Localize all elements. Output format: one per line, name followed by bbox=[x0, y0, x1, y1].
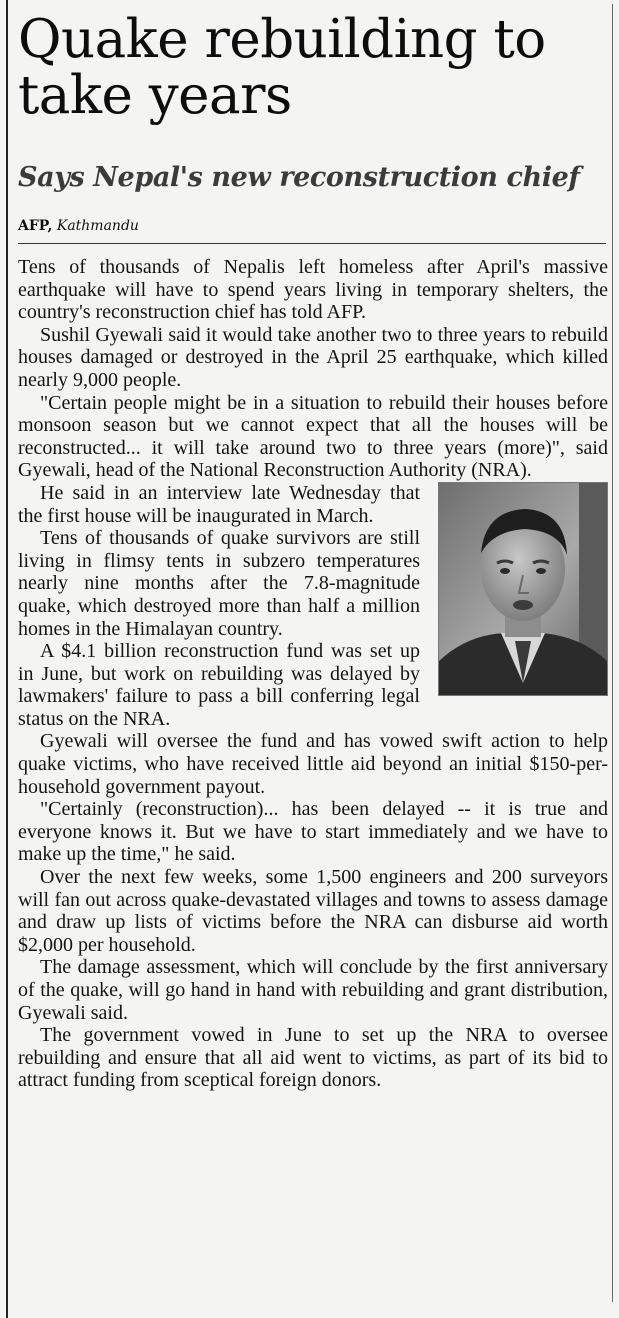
portrait-photo-graphic bbox=[439, 483, 607, 695]
paragraph: "Certainly (reconstruction)... has been delayed -- it is true and everyone knows it. But we have to start immediately and we have to make up the time," he said. bbox=[18, 798, 608, 866]
paragraph: Tens of thousands of Nepalis left homeless after April's massive earthquake will have to spend years living in temporary shelters, the country's reconstruction chief has told AFP. bbox=[18, 256, 608, 324]
paragraph: Over the next few weeks, some 1,500 engineers and 200 surveyors will fan out across quake-devastated villages and towns to assess damage and draw up lists of victims before the NRA can disburse aid worth $2,000 per household. bbox=[18, 866, 608, 956]
left-column-rule bbox=[6, 0, 8, 1318]
subheadline: Says Nepal's new reconstruction chief bbox=[18, 162, 580, 193]
paragraph: A $4.1 billion reconstruction fund was set up in June, but work on rebuilding was delayed by lawmakers' failure to pass a bill conferring legal status on the NRA. bbox=[18, 640, 420, 730]
paragraph: The damage assessment, which will conclude by the first anniversary of the quake, will go hand in hand with rebuilding and grant distribution, Gyewali said. bbox=[18, 956, 608, 1024]
separator-rule bbox=[18, 243, 606, 244]
article-body bbox=[18, 256, 608, 1092]
paragraph: Sushil Gyewali said it would take another two to three years to rebuild houses damaged or destroyed in the April 25 earthquake, which killed nearly 9,000 people. bbox=[18, 323, 608, 391]
portrait-photo bbox=[438, 482, 608, 696]
paragraph: Gyewali will oversee the fund and has vowed swift action to help quake victims, who have received little aid beyond an initial $150-per-household government payout. bbox=[18, 730, 608, 798]
paragraph: Tens of thousands of quake survivors are still living in flimsy tents in subzero temperatures nearly nine months after the 7.8-magnitude quake, which destroyed more than half a million homes in the Himalayan country. bbox=[18, 527, 420, 640]
byline bbox=[18, 217, 139, 235]
paragraph: He said in an interview late Wednesday that the first house will be inaugurated in March. bbox=[18, 481, 420, 527]
right-column-rule bbox=[612, 4, 613, 1302]
paragraph: "Certain people might be in a situation to rebuild their houses before monsoon season but we cannot expect that all the houses will be reconstructed... it will take around two to three years (more)", said Gyewali, head of the National Reconstruction Authority (NRA). bbox=[18, 391, 608, 482]
byline-agency: AFP, bbox=[18, 218, 53, 234]
paragraph: The government vowed in June to set up the NRA to oversee rebuilding and ensure that all aid went to victims, as part of its bid to attract funding from sceptical foreign donors. bbox=[18, 1024, 608, 1092]
headline: Quake rebuilding to take years bbox=[18, 9, 546, 126]
byline-location: Kathmandu bbox=[56, 218, 139, 234]
